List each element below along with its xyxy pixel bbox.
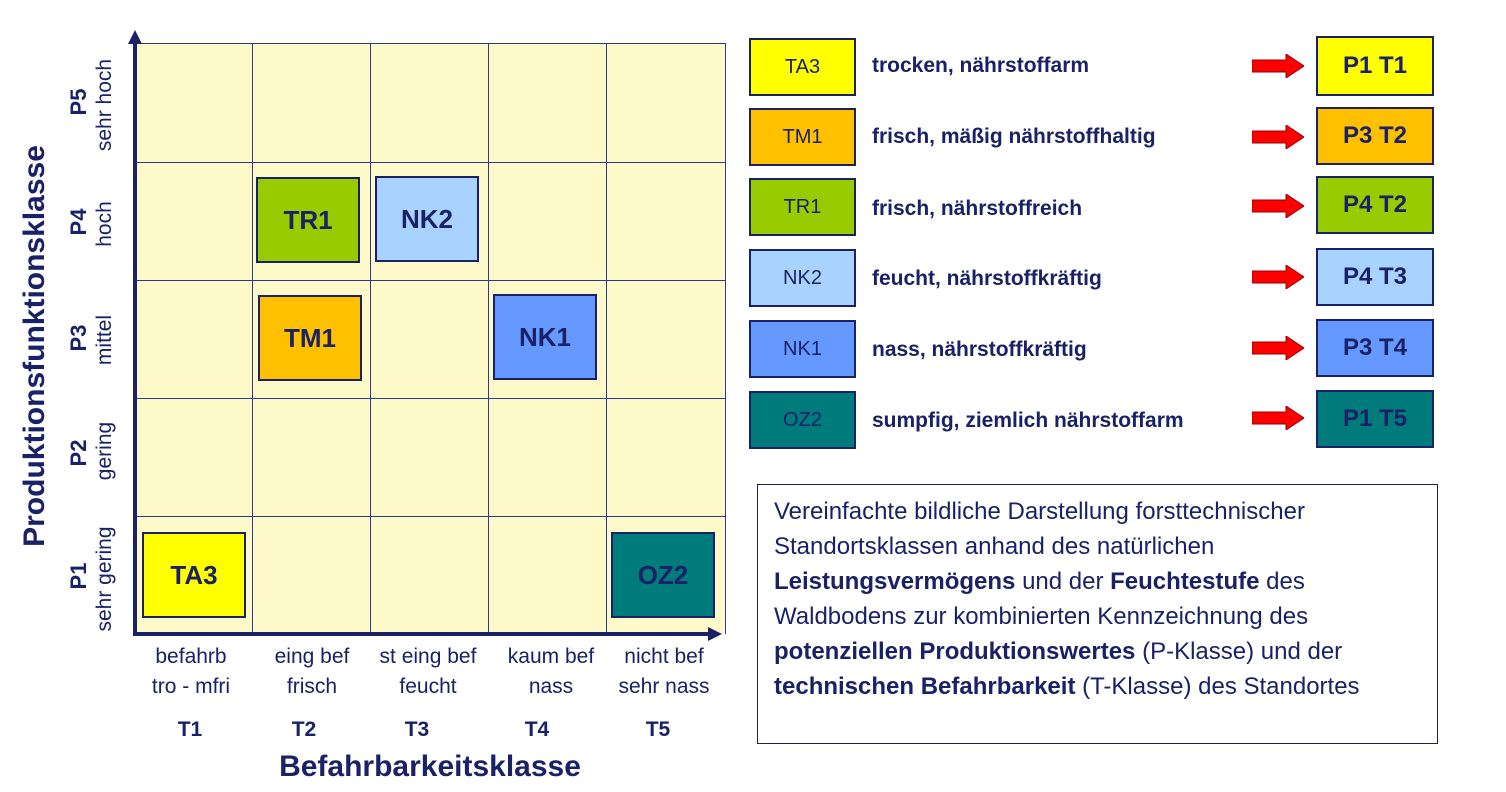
x-level-desc-t4: kaum bef nass — [507, 645, 595, 698]
y-level-desc-p1: sehr gering — [93, 526, 116, 632]
legend-desc-ta3: trocken, nährstoffarm — [872, 54, 1090, 77]
y-level-desc-p3: mittel — [93, 314, 116, 366]
legend-code-tr1: TR1 — [749, 178, 856, 236]
y-level-desc-p4: hoch — [93, 201, 116, 247]
legend-code-nk1: NK1 — [749, 320, 856, 378]
matrix-box-nk1: NK1 — [493, 294, 597, 380]
arrow-right-icon — [1252, 336, 1304, 360]
matrix-box-tr1: TR1 — [256, 177, 360, 263]
legend-code-oz2: OZ2 — [749, 391, 856, 449]
arrow-right-icon — [1252, 265, 1304, 289]
matrix-box-ta3: TA3 — [142, 532, 246, 618]
arrow-right-icon — [1252, 194, 1304, 218]
matrix-box-tm1: TM1 — [258, 295, 362, 381]
y-level-code-p3: P3 — [66, 324, 91, 352]
y-level-code-p2: P2 — [66, 439, 91, 467]
legend-result-nk2: P4 T3 — [1316, 248, 1434, 306]
x-level-desc-t5: nicht bef sehr nass — [618, 645, 710, 698]
x-level-desc-t3: st eing bef feucht — [379, 645, 477, 698]
x-level-desc-t2: eing bef frisch — [274, 645, 350, 698]
x-level-code-t4: T4 — [524, 718, 550, 741]
legend-desc-tm1: frisch, mäßig nährstoffhaltig — [872, 125, 1156, 148]
y-axis-title: Produktionsfunktionsklasse — [18, 145, 51, 547]
legend-result-tm1: P3 T2 — [1316, 107, 1434, 165]
legend-result-oz2: P1 T5 — [1316, 390, 1434, 448]
legend-code-tm1: TM1 — [749, 108, 856, 166]
arrow-right-icon — [1252, 54, 1304, 78]
arrow-right-icon — [1252, 406, 1304, 430]
y-level-desc-p2: gering — [93, 421, 116, 481]
legend-code-ta3: TA3 — [749, 38, 856, 96]
description-note: Vereinfachte bildliche Darstellung forsttechnischer Standortsklassen anhand des natürlichen Leistungsvermögens und der Feuchtestufe des Waldbodens zur kombinierten Kennzeichnung des potenziellen Produktionswertes (P-Klasse) und der technischen Befahrbarkeit (T-Klasse) des Standortes — [757, 484, 1438, 744]
legend-desc-nk1: nass, nährstoffkräftig — [872, 338, 1087, 361]
legend-desc-nk2: feucht, nährstoffkräftig — [872, 267, 1102, 290]
legend-desc-oz2: sumpfig, ziemlich nährstoffarm — [872, 409, 1184, 432]
y-level-code-p5: P5 — [66, 88, 91, 116]
x-level-code-t5: T5 — [645, 718, 671, 741]
y-level-code-p4: P4 — [66, 208, 91, 236]
y-level-code-p1: P1 — [66, 562, 91, 590]
legend-result-ta3: P1 T1 — [1316, 36, 1434, 96]
x-level-code-t2: T2 — [291, 718, 317, 741]
legend-desc-tr1: frisch, nährstoffreich — [872, 197, 1083, 220]
x-axis-title: Befahrbarkeitsklasse — [279, 750, 581, 783]
matrix-box-oz2: OZ2 — [611, 532, 715, 618]
x-level-desc-t1: befahrb tro - mfri — [151, 645, 231, 698]
legend-result-nk1: P3 T4 — [1316, 319, 1434, 377]
x-level-code-t1: T1 — [177, 718, 203, 741]
legend-result-tr1: P4 T2 — [1316, 176, 1434, 234]
legend-code-nk2: NK2 — [749, 249, 856, 307]
x-level-code-t3: T3 — [404, 718, 430, 741]
y-level-desc-p5: sehr hoch — [93, 58, 116, 152]
matrix-box-nk2: NK2 — [375, 176, 479, 262]
arrow-right-icon — [1252, 125, 1304, 149]
